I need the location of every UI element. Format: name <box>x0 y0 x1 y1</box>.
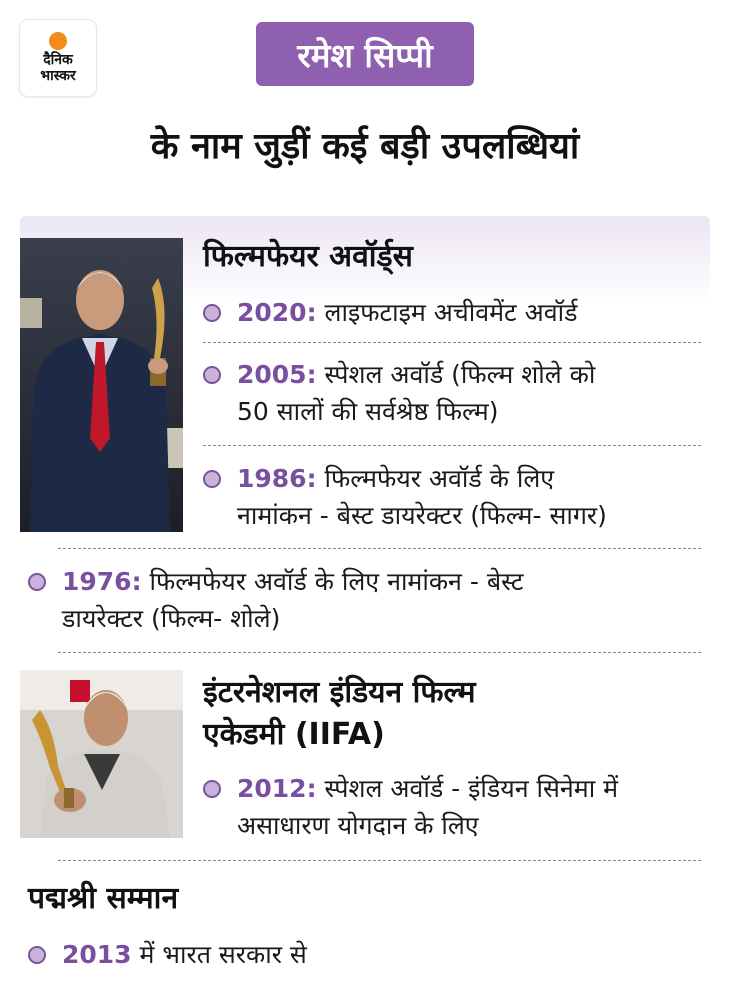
award-text: स्पेशल अवॉर्ड (फिल्म शोले को <box>316 360 596 389</box>
iifa-item-2012 <box>203 770 713 844</box>
page-subtitle: के नाम जुड़ीं कई बड़ी उपलब्धियां <box>150 126 580 167</box>
award-year: 2005: <box>237 360 317 389</box>
sun-icon <box>49 32 67 50</box>
logo-line2: भास्कर <box>40 68 76 84</box>
divider <box>58 652 701 653</box>
filmfare-title: फिल्मफेयर अवॉर्ड्स <box>203 239 413 274</box>
bullet-icon <box>203 780 221 798</box>
iifa-title-line1: इंटरनेशनल इंडियन फिल्म <box>203 675 476 710</box>
divider <box>203 445 701 446</box>
award-text: फिल्मफेयर अवॉर्ड के लिए नामांकन - बेस्ट <box>141 567 524 596</box>
award-text: लाइफटाइम अचीवमेंट अवॉर्ड <box>316 298 578 327</box>
divider <box>58 860 701 861</box>
divider <box>203 342 701 343</box>
award-text-cont: डायरेक्टर (फिल्म- शोले) <box>62 604 281 633</box>
filmfare-item-1976 <box>28 563 718 637</box>
award-year: 2012: <box>237 774 317 803</box>
award-year: 1976: <box>62 567 142 596</box>
iifa-title-line2: एकेडमी (IIFA) <box>203 717 385 752</box>
award-text: फिल्मफेयर अवॉर्ड के लिए <box>316 464 555 493</box>
bullet-icon <box>203 304 221 322</box>
bullet-icon <box>203 470 221 488</box>
award-year: 2013 <box>62 940 132 969</box>
padmashri-title: पद्मश्री सम्मान <box>28 881 179 916</box>
award-text-cont: नामांकन - बेस्ट डायरेक्टर (फिल्म- सागर) <box>237 501 607 530</box>
award-text-cont: 50 सालों की सर्वश्रेष्ठ फिल्म) <box>237 397 499 426</box>
logo-line1: दैनिक <box>43 52 73 68</box>
award-text-cont: असाधारण योगदान के लिए <box>237 811 479 840</box>
award-year: 2020: <box>237 298 317 327</box>
padmashri-item-2013 <box>28 936 718 973</box>
dainik-bhaskar-logo <box>20 20 96 96</box>
bullet-icon <box>203 366 221 384</box>
award-year: 1986: <box>237 464 317 493</box>
filmfare-photo <box>20 238 183 532</box>
divider <box>58 548 701 549</box>
filmfare-photo-illustration <box>20 238 183 532</box>
name-badge: रमेश सिप्पी <box>256 22 474 86</box>
filmfare-item-1986 <box>203 460 713 534</box>
bullet-icon <box>28 946 46 964</box>
iifa-photo <box>20 670 183 838</box>
bullet-icon <box>28 573 46 591</box>
filmfare-item-2020 <box>203 294 703 331</box>
filmfare-item-2005 <box>203 356 713 430</box>
award-text: स्पेशल अवॉर्ड - इंडियन सिनेमा में <box>316 774 619 803</box>
iifa-photo-illustration <box>20 670 183 838</box>
award-text: में भारत सरकार से <box>131 940 307 969</box>
